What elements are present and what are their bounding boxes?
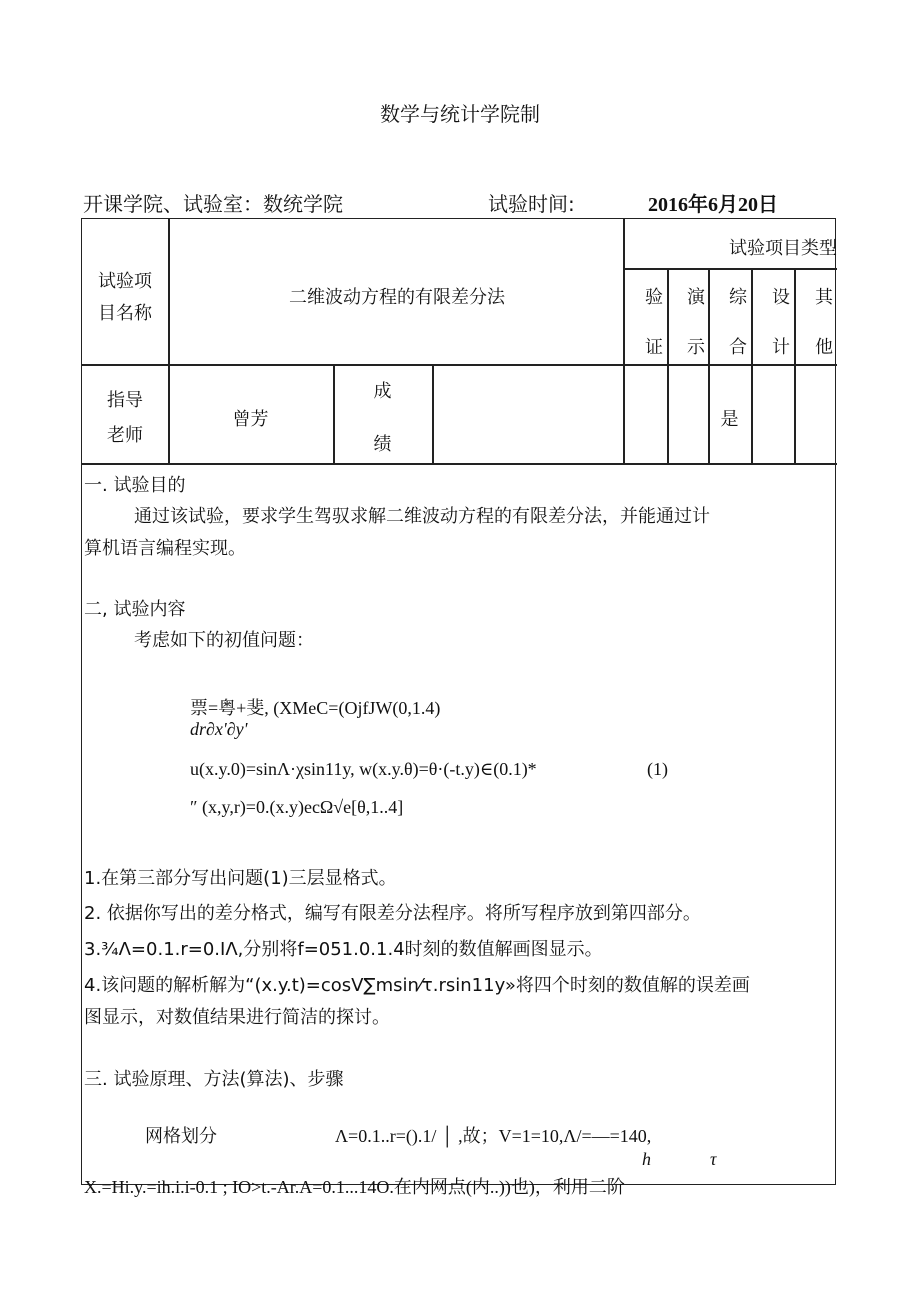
teacher-label-2: 老师 xyxy=(107,425,143,446)
project-name: 二维波动方程的有限差分法 xyxy=(289,287,505,308)
section-1-paragraph-1: 通过该试验，要求学生驾驭求解二维波动方程的有限差分法，并能通过计 xyxy=(134,506,710,527)
type-header-divider xyxy=(623,268,837,270)
task-item-2: 2. 依据你写出的差分格式，编写有限差分法程序。将所写程序放到第四部分。 xyxy=(84,903,701,924)
task-item-3: 3.¾Λ=0.1.r=0.IΛ,分别将f=051.0.1.4时刻的数值解画图显示。 xyxy=(84,939,603,960)
type-demo-2: 示 xyxy=(687,337,705,358)
experiment-form-table xyxy=(81,218,837,1197)
task-item-4b: 图显示，对数值结果进行简洁的探讨。 xyxy=(84,1007,390,1028)
col-divider xyxy=(708,268,710,464)
type-other-2: 他 xyxy=(815,337,833,358)
grid-h: h xyxy=(642,1149,651,1169)
equation-1-denominator: dr∂x'∂y' xyxy=(190,719,248,739)
col-divider xyxy=(751,268,753,464)
type-verify-1: 验 xyxy=(645,287,663,308)
col-divider xyxy=(667,268,669,464)
type-header: 试验项目类型 xyxy=(729,238,837,259)
document-title: 数学与统计学院制 xyxy=(380,102,540,126)
type-other-1: 其 xyxy=(815,287,833,308)
proj-name-label-2: 目名称 xyxy=(98,303,152,324)
col-divider xyxy=(794,268,796,464)
equation-1: 票=粤+斐, (XMeC=(OjfJW(0,1.4) xyxy=(190,698,441,718)
col-divider xyxy=(623,219,625,464)
grid-tau: τ xyxy=(710,1149,717,1169)
type-design-1: 设 xyxy=(772,287,790,308)
type-demo-1: 演 xyxy=(687,287,705,308)
type-mark-yes: 是 xyxy=(720,409,739,430)
grid-label: 网格划分 xyxy=(145,1126,217,1147)
truncated-line: X.=Hi.y.=ih.i.i-0.1 ; IO>t.-Ar.A=0.1...14O.在内网点(内..))也)，利用二阶 xyxy=(84,1177,625,1197)
section-1-title: 一. 试验目的 xyxy=(84,475,186,496)
teacher-label-1: 指导 xyxy=(107,390,143,411)
section-2-title: 二, 试验内容 xyxy=(84,599,186,620)
proj-name-label-1: 试验项 xyxy=(98,271,152,292)
type-comprehensive-2: 合 xyxy=(729,337,747,358)
section-2-paragraph: 考虑如下的初值问题： xyxy=(134,630,314,651)
equation-2: u(x.y.0)=sinΛ·χsin11y, w(x.y.θ)=θ·(-t.y)∈(0.1)* xyxy=(190,759,537,779)
date-value: 2016年6月20日 xyxy=(648,194,778,216)
type-verify-2: 证 xyxy=(645,337,663,358)
equation-number: (1) xyxy=(647,759,668,779)
teacher-name: 曾芳 xyxy=(232,409,269,430)
type-design-2: 计 xyxy=(772,337,790,358)
grade-label-2: 绩 xyxy=(373,434,392,455)
row-divider xyxy=(82,463,837,465)
task-item-1: 1.在第三部分写出问题(1)三层显格式。 xyxy=(84,868,397,889)
row-divider xyxy=(82,364,837,366)
grid-equation: Λ=0.1..r=().1/ │ ,故；V=1=10,Λ/=—=140, xyxy=(335,1126,652,1146)
grade-label-1: 成 xyxy=(373,381,392,402)
dept-label: 开课学院、试验室：数统学院 xyxy=(83,192,343,216)
task-item-4a: 4.该问题的解析解为“(x.y.t)=cosV∑msin⁄τ.rsin11y»将四个时刻的数值解的误差画 xyxy=(84,975,750,996)
col-divider xyxy=(432,364,434,464)
equation-3: ″ (x,y,r)=0.(x.y)ecΩ√e[θ,1..4] xyxy=(190,797,404,817)
type-comprehensive-1: 综 xyxy=(729,287,747,308)
time-label: 试验时间: xyxy=(488,192,575,216)
section-3-title: 三. 试验原理、方法(算法)、步骤 xyxy=(84,1069,344,1090)
section-1-paragraph-2: 算机语言编程实现。 xyxy=(84,538,246,559)
